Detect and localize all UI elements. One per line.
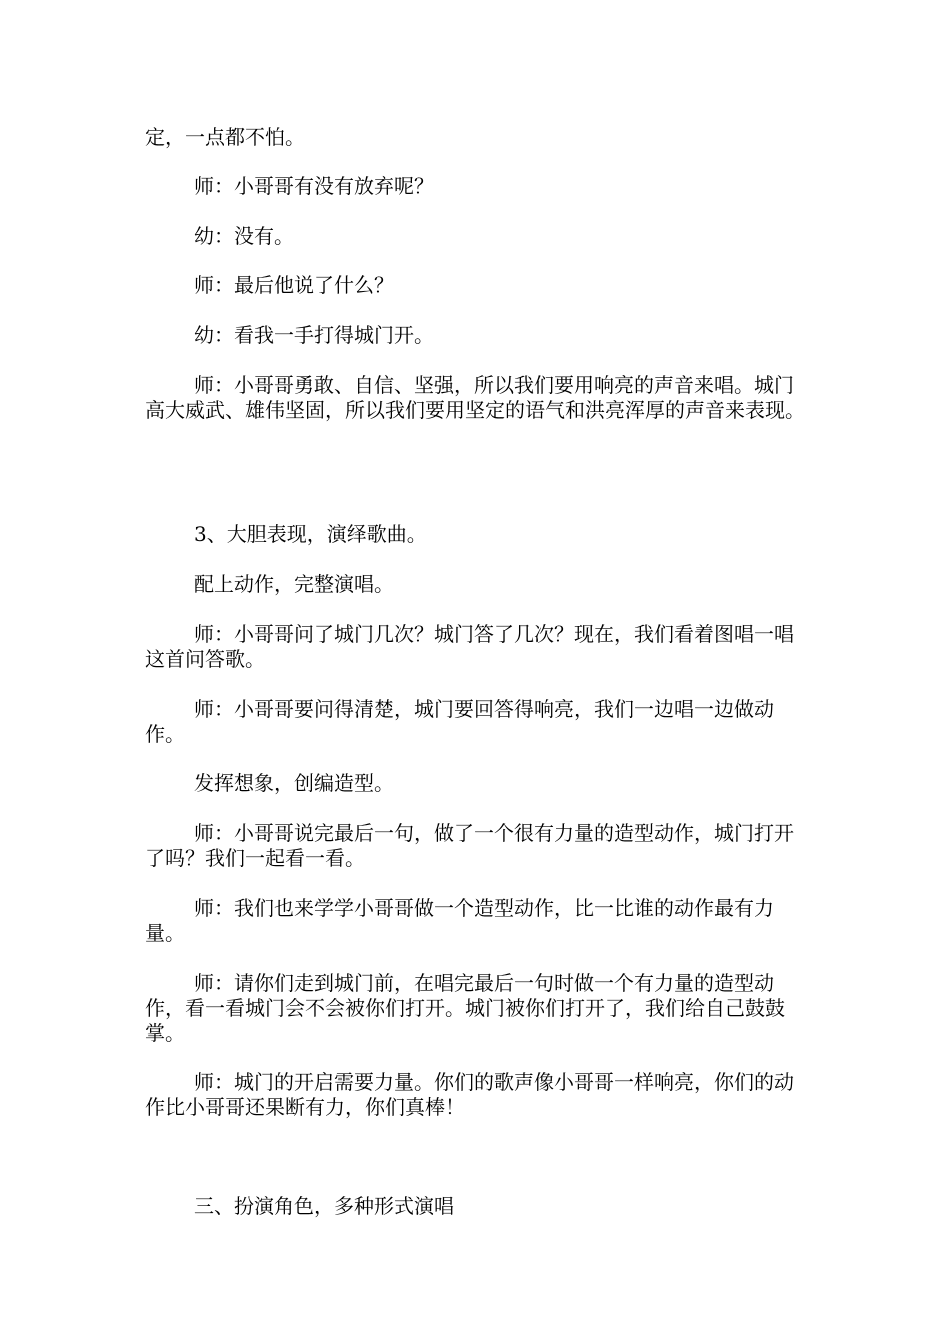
subheading-actions: 配上动作，完整演唱。 — [194, 572, 394, 596]
subheading-imagination: 发挥想象，创编造型。 — [194, 771, 394, 795]
paragraph-teacher-explanation: 师：小哥哥勇敢、自信、坚强，所以我们要用响亮的声音来唱。城门高大威武、雄伟坚固，所以我们要用坚定的语气和洪亮浑厚的声音来表现。 — [145, 373, 805, 422]
section-heading-three: 三、扮演角色，多种形式演唱 — [194, 1194, 454, 1218]
paragraph-teacher: 师：我们也来学学小哥哥做一个造型动作，比一比谁的动作最有力量。 — [145, 896, 774, 945]
paragraph-child-answer: 幼：没有。 — [194, 224, 294, 248]
paragraph-teacher: 师：请你们走到城门前，在唱完最后一句时做一个有力量的造型动作，看一看城门会不会被你们打开。城门被你们打开了，我们给自己鼓鼓掌。 — [145, 971, 785, 1045]
paragraph-teacher-question: 师：最后他说了什么？ — [194, 273, 394, 297]
paragraph-teacher-question: 师：小哥哥有没有放弃呢？ — [194, 174, 434, 198]
paragraph-teacher: 师：小哥哥说完最后一句，做了一个很有力量的造型动作，城门打开了吗？我们一起看一看。 — [145, 821, 794, 870]
paragraph-child-answer: 幼：看我一手打得城门开。 — [194, 323, 434, 347]
paragraph-teacher: 师：城门的开启需要力量。你们的歌声像小哥哥一样响亮，你们的动作比小哥哥还果断有力，你们真棒！ — [145, 1070, 794, 1119]
paragraph-teacher: 师：小哥哥问了城门几次？城门答了几次？现在，我们看着图唱一唱这首问答歌。 — [145, 622, 794, 671]
paragraph-continuation: 定，一点都不怕。 — [145, 125, 305, 149]
paragraph-teacher: 师：小哥哥要问得清楚，城门要回答得响亮，我们一边唱一边做动作。 — [145, 697, 774, 746]
section-heading-3: 3、大胆表现，演绎歌曲。 — [194, 522, 427, 546]
